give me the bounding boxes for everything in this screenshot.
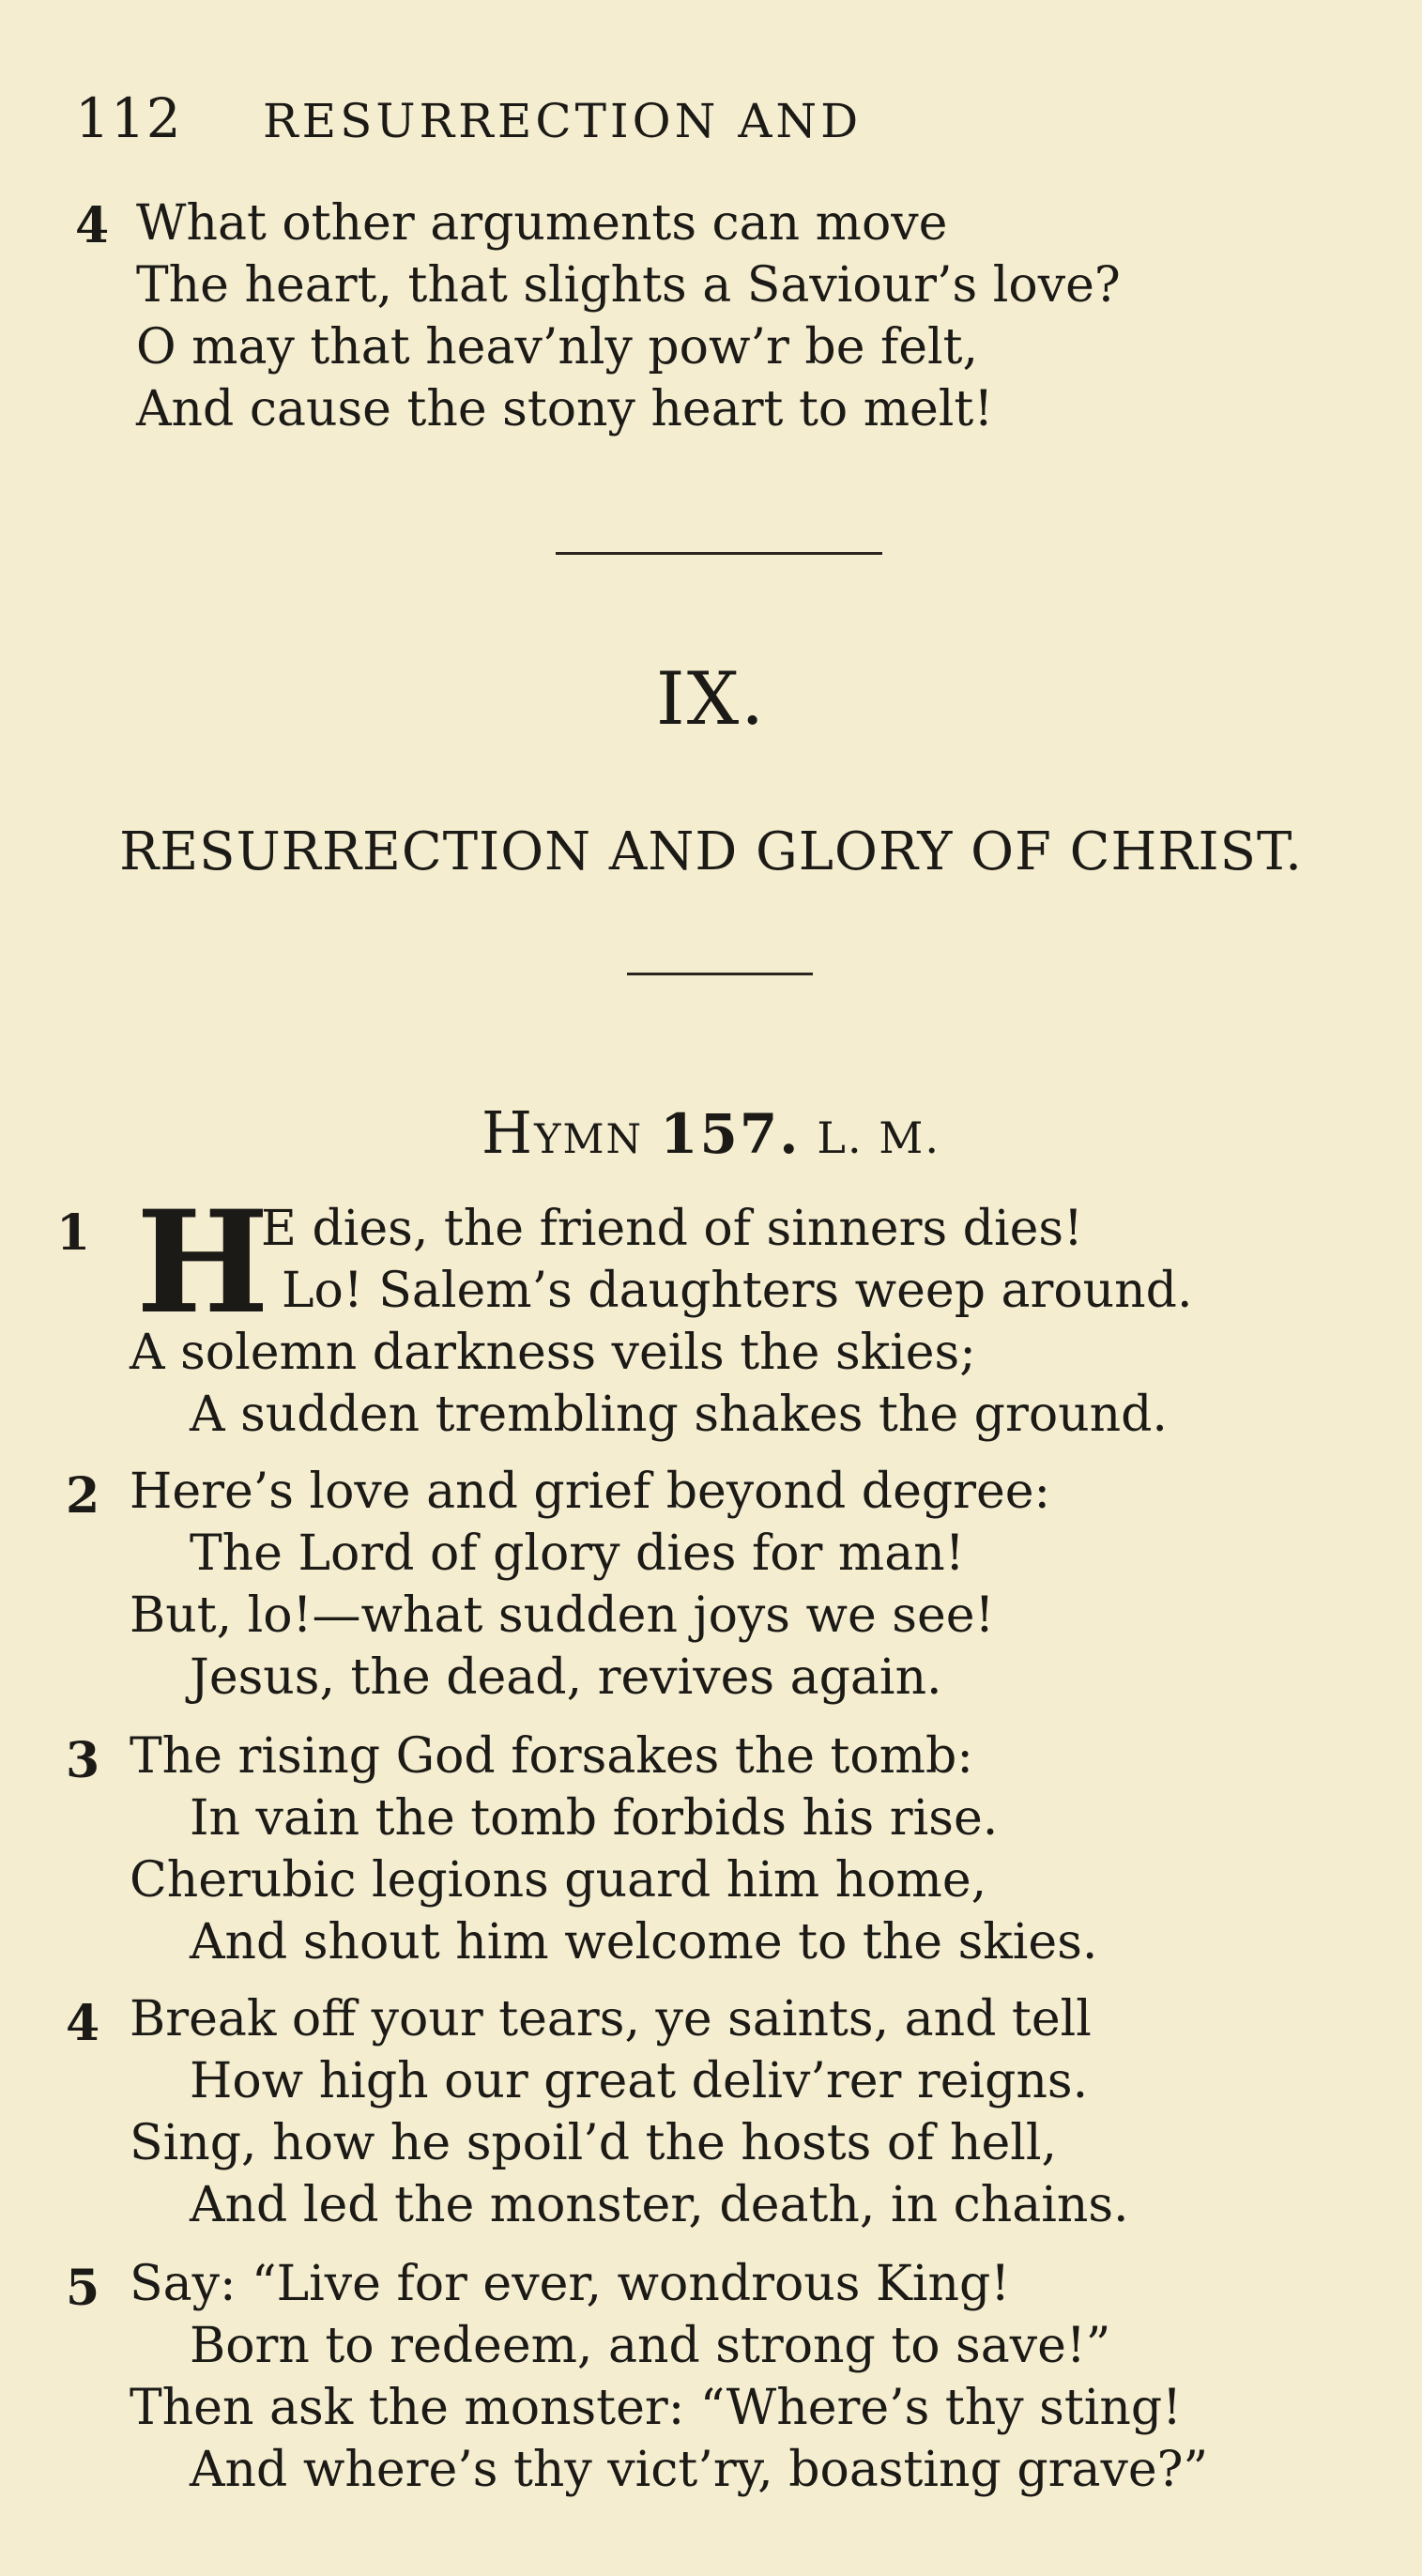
- stanza-number: 1: [56, 1204, 91, 1262]
- stanza-number: 4: [75, 197, 110, 254]
- verse-line: And shout him welcome to the skies.: [190, 1914, 1098, 1970]
- verse-line: Sing, how he spoil’d the hosts of hell,: [130, 2115, 1058, 2171]
- verse-line: Born to redeem, and strong to save!”: [190, 2318, 1111, 2374]
- verse-line: O may that heav’nly pow’r be felt,: [136, 319, 979, 376]
- page-number: 112: [75, 86, 182, 150]
- verse-line: And where’s thy vict’ry, boasting grave?”: [190, 2442, 1209, 2498]
- verse-line: Say: “Live for ever, wondrous King!: [130, 2256, 1011, 2312]
- verse-line: And cause the stony heart to melt!: [136, 381, 994, 437]
- verse-line: Then ask the monster: “Where’s thy sting!: [130, 2380, 1183, 2436]
- running-title: RESURRECTION AND: [263, 94, 863, 148]
- verse-line: How high our great deliv’rer reigns.: [190, 2053, 1089, 2109]
- stanza-number: 2: [66, 1467, 100, 1525]
- divider-rule: [627, 973, 813, 975]
- stanza-number: 5: [66, 2260, 100, 2317]
- verse-line: What other arguments can move: [136, 195, 948, 252]
- hymn-number: 157.: [660, 1102, 801, 1166]
- hymn-meter: L. M.: [817, 1112, 940, 1163]
- stanza-number: 4: [66, 1995, 100, 2052]
- verse-line: A sudden trembling shakes the ground.: [190, 1387, 1168, 1443]
- verse-line: The rising God forsakes the tomb:: [130, 1728, 973, 1785]
- section-numeral: IX.: [655, 657, 767, 742]
- verse-line: Lo! Salem’s daughters weep around.: [282, 1263, 1193, 1319]
- drop-cap: H: [136, 1180, 269, 1345]
- verse-line: Break off your tears, ye saints, and tell: [130, 1991, 1092, 2047]
- section-title: RESURRECTION AND GLORY OF CHRIST.: [119, 821, 1303, 882]
- verse-line: Here’s love and grief beyond degree:: [130, 1464, 1051, 1520]
- running-header: [75, 86, 862, 150]
- divider-rule: [556, 552, 882, 555]
- stanza-number: 3: [66, 1732, 100, 1789]
- verse-line: The Lord of glory dies for man!: [190, 1526, 965, 1582]
- verse-line: A solemn darkness veils the skies;: [130, 1325, 976, 1381]
- verse-line: But, lo!—what sudden joys we see!: [130, 1587, 995, 1644]
- verse-line: Jesus, the dead, revives again.: [190, 1649, 942, 1706]
- verse-line: The heart, that slights a Saviour’s love?: [136, 257, 1121, 314]
- verse-line: In vain the tomb forbids his rise.: [190, 1790, 999, 1847]
- verse-line: And led the monster, death, in chains.: [190, 2177, 1129, 2233]
- hymn-heading: [0, 1098, 1422, 1167]
- verse-line: E dies, the friend of sinners dies!: [261, 1201, 1083, 1257]
- verse-line: Cherubic legions guard him home,: [130, 1852, 987, 1909]
- hymn-label: Hymn: [482, 1098, 644, 1167]
